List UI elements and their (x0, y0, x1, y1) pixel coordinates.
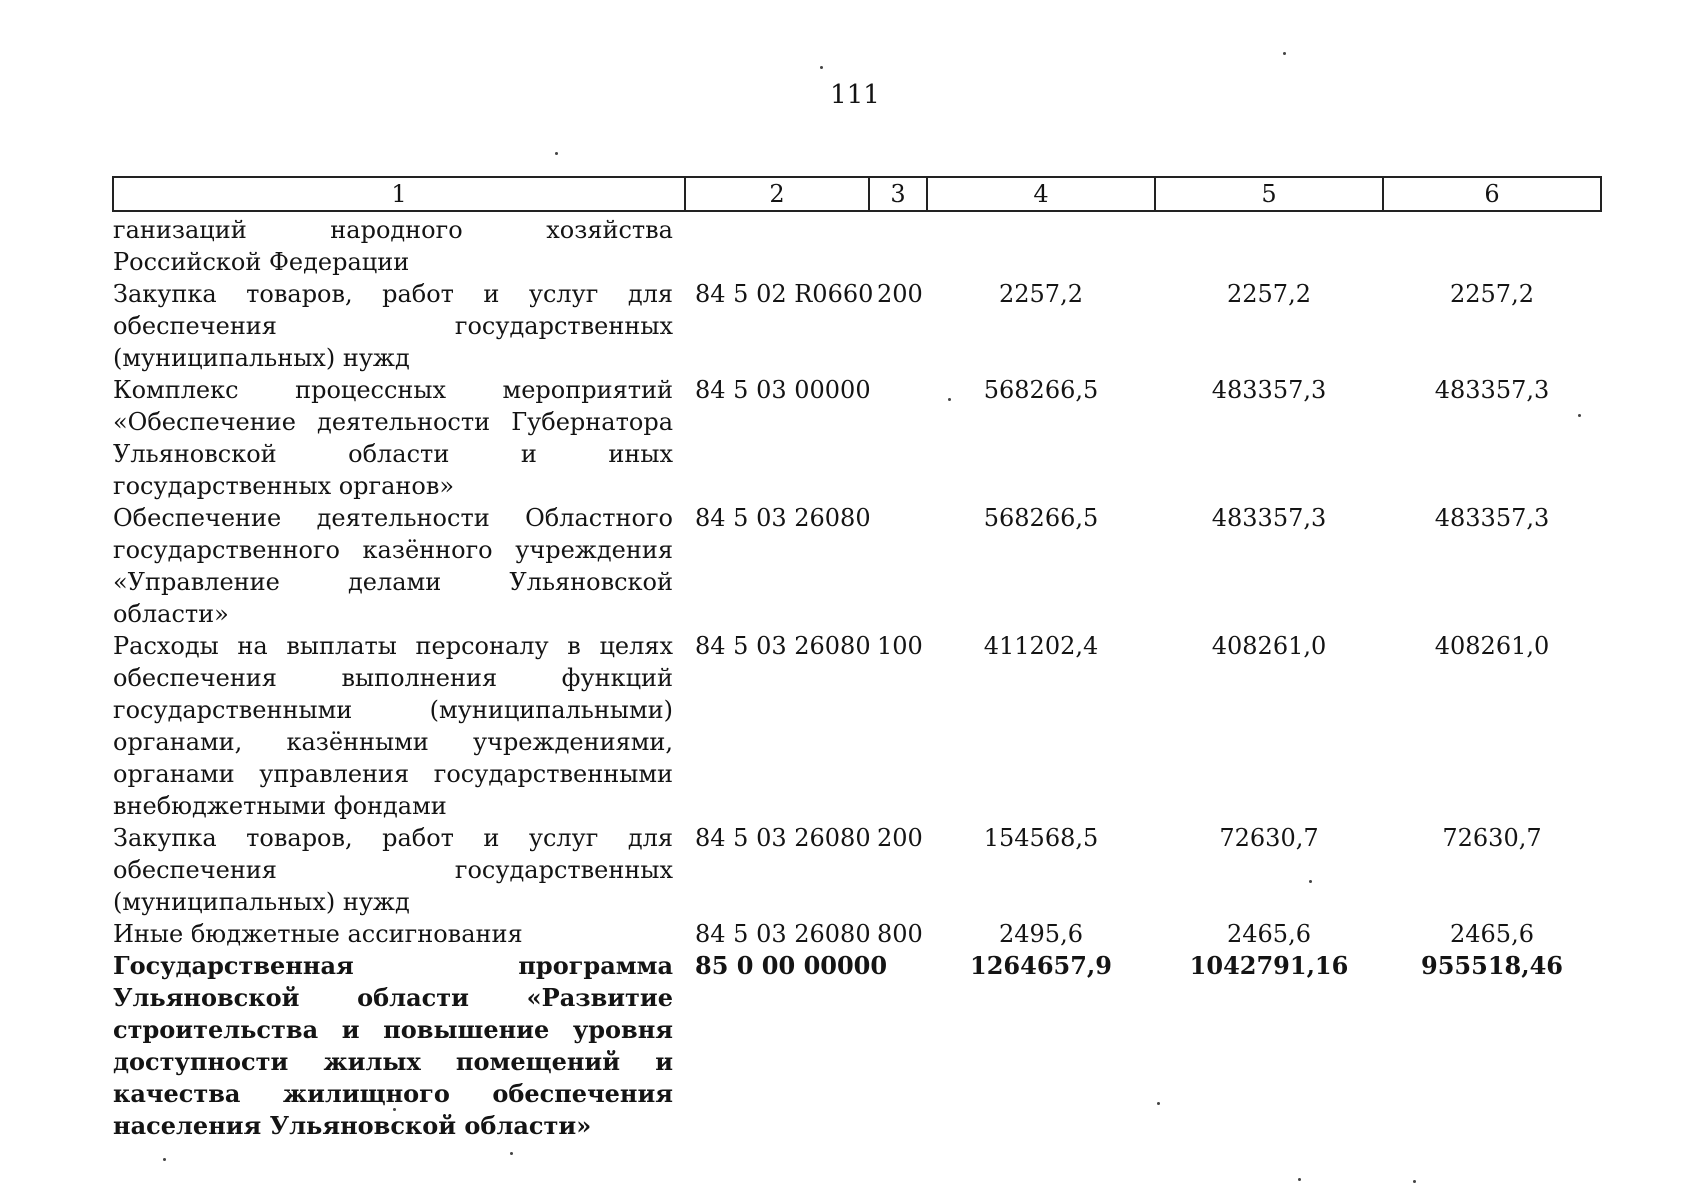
row-value-5: 483357,3 (1211, 376, 1327, 404)
row-value-5: 483357,3 (1211, 504, 1327, 532)
row-name: Иные бюджетные ассигнования (113, 920, 523, 948)
row-value-5: 1042791,16 (1189, 951, 1349, 980)
scan-speck (393, 1108, 396, 1111)
row-value-6: 72630,7 (1442, 824, 1542, 852)
row-value-4: 154568,5 (983, 824, 1099, 852)
table-row-total (113, 950, 1601, 1142)
table-header (113, 177, 1601, 211)
row-name: Закупка товаров, работ и услуг для обеспечения государственных (муниципальных) нужд (113, 280, 673, 372)
row-code: 84 5 03 00000 (695, 376, 871, 404)
table-body (113, 211, 1601, 1142)
header-col-1: 1 (113, 177, 685, 211)
scan-speck (510, 1152, 513, 1155)
row-vr: 200 (877, 824, 923, 852)
header-col-6: 6 (1383, 177, 1601, 211)
header-col-5: 5 (1155, 177, 1383, 211)
row-vr: 200 (877, 280, 923, 308)
row-value-6: 955518,46 (1421, 951, 1563, 980)
row-vr: 800 (877, 920, 923, 948)
row-vr (869, 502, 927, 630)
header-col-4: 4 (927, 177, 1155, 211)
row-value-4: 2495,6 (999, 920, 1083, 948)
row-value-4 (927, 211, 1155, 278)
scan-speck (948, 398, 951, 401)
table-row (113, 374, 1601, 502)
row-value-5: 408261,0 (1211, 632, 1327, 660)
row-name: Государственная программа Ульяновской области «Развитие строительства и повышение уровня доступности жилых помещений и качества жилищного обеспечения населения Ульяновской области» (113, 951, 673, 1140)
table-row (113, 211, 1601, 278)
row-code: 84 5 03 26080 (695, 920, 871, 948)
row-name: ганизаций народного хозяйства Российской Федерации (113, 216, 673, 276)
table-row (113, 502, 1601, 630)
row-value-4: 411202,4 (983, 632, 1099, 660)
row-code: 84 5 03 26080 (695, 504, 871, 532)
header-col-2: 2 (685, 177, 869, 211)
row-code: 84 5 03 26080 (695, 632, 871, 660)
table-row (113, 278, 1601, 374)
table-row (113, 630, 1601, 822)
header-col-3: 3 (869, 177, 927, 211)
scan-speck (1309, 880, 1312, 883)
row-value-6: 2257,2 (1450, 280, 1534, 308)
row-code: 84 5 03 26080 (695, 824, 871, 852)
row-value-4: 568266,5 (983, 376, 1099, 404)
row-name: Закупка товаров, работ и услуг для обеспечения государственных (муниципальных) нужд (113, 824, 673, 916)
row-value-6: 2465,6 (1450, 920, 1534, 948)
row-value-6: 483357,3 (1434, 504, 1550, 532)
row-code: 84 5 02 R0660 (695, 280, 874, 308)
page-number: 111 (830, 80, 880, 110)
budget-table (112, 176, 1602, 1142)
scan-speck (1413, 1180, 1416, 1183)
row-name: Расходы на выплаты персоналу в целях обеспечения выполнения функций государственными (муниципальными) органами, казёнными учреждениями, органами управления государственными внебюджетными фондами (113, 632, 673, 820)
row-value-5: 72630,7 (1219, 824, 1319, 852)
row-vr (869, 211, 927, 278)
row-name: Комплекс процессных мероприятий «Обеспечение деятельности Губернатора Ульяновской области и иных государственных органов» (113, 376, 673, 500)
row-code: 85 0 00 00000 (695, 951, 888, 980)
row-value-5: 2257,2 (1227, 280, 1311, 308)
scan-speck (1157, 1102, 1160, 1105)
header-row (113, 177, 1601, 211)
row-name: Обеспечение деятельности Областного государственного казённого учреждения «Управление делами Ульяновской области» (113, 504, 673, 628)
scan-speck (1298, 1178, 1301, 1181)
row-vr: 100 (877, 632, 923, 660)
scan-speck (820, 66, 823, 69)
scan-speck (1578, 414, 1581, 417)
scan-speck (555, 152, 558, 155)
row-value-4: 568266,5 (983, 504, 1099, 532)
table-row (113, 918, 1601, 950)
row-vr (869, 374, 927, 502)
budget-table-container (112, 176, 1600, 1142)
row-code (685, 211, 869, 278)
row-value-6 (1383, 211, 1601, 278)
row-value-6: 483357,3 (1434, 376, 1550, 404)
table-row (113, 822, 1601, 918)
row-value-5 (1155, 211, 1383, 278)
row-value-4: 1264657,9 (970, 951, 1112, 980)
row-value-5: 2465,6 (1227, 920, 1311, 948)
scan-speck (1283, 52, 1286, 55)
row-value-4: 2257,2 (999, 280, 1083, 308)
scan-speck (163, 1158, 166, 1161)
row-value-6: 408261,0 (1434, 632, 1550, 660)
